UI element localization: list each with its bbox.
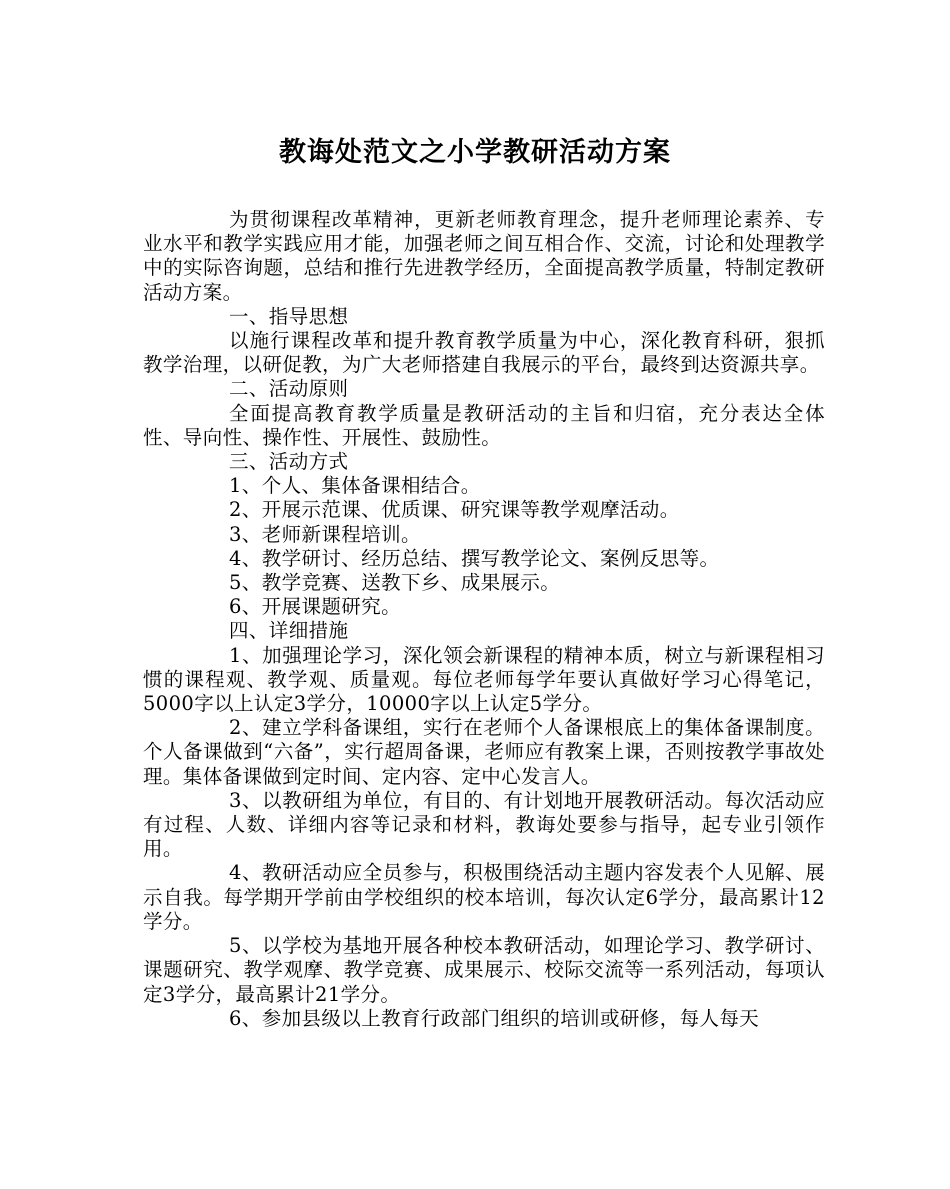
section-heading-measures: 四、详细措施 (229, 619, 349, 643)
document-body (143, 208, 825, 1031)
method-item-1: 1、个人、集体备课相结合。 (229, 474, 481, 498)
paragraph-principles: 全面提高教育教学质量是教研活动的主旨和归宿，充分表达全体性、导向性、操作性、开展性、鼓励性。 (143, 401, 825, 449)
method-item-6: 6、开展课题研究。 (229, 595, 402, 619)
method-item-3: 3、老师新课程培训。 (229, 522, 421, 546)
measure-item-4: 4、教研活动应全员参与，积极围绕活动主题内容发表个人见解、展示自我。每学期开学前由学校组织的校本培训，每次认定6学分，最高累计12学分。 (143, 861, 825, 933)
section-heading-guiding-ideology: 一、指导思想 (229, 304, 349, 328)
method-item-2: 2、开展示范课、优质课、研究课等教学观摩活动。 (229, 498, 680, 522)
method-item-4: 4、教学研讨、经历总结、撰写教学论文、案例反思等。 (229, 546, 720, 570)
section-heading-methods: 三、活动方式 (229, 450, 349, 474)
paragraph-guiding-ideology: 以施行课程改革和提升教育教学质量为中心，深化教育科研，狠抓教学治理，以研促教，为广大老师搭建自我展示的平台，最终到达资源共享。 (143, 329, 825, 377)
measure-item-5: 5、以学校为基地开展各种校本教研活动，如理论学习、教学研讨、课题研究、教学观摩、教学竞赛、成果展示、校际交流等一系列活动，每项认定3学分，最高累计21学分。 (143, 934, 825, 1006)
measure-item-3: 3、以教研组为单位，有目的、有计划地开展教研活动。每次活动应有过程、人数、详细内容等记录和材料，教诲处要参与指导，起专业引领作用。 (143, 788, 825, 861)
measure-item-1: 1、加强理论学习，深化领会新课程的精神本质，树立与新课程相习惯的课程观、教学观、质量观。每位老师每学年要认真做好学习心得笔记，5000字以上认定3学分，10000字以上认定5学分。 (143, 643, 825, 716)
measure-item-2: 2、建立学科备课组，实行在老师个人备课根底上的集体备课制度。个人备课做到“六备”，实行超周备课，老师应有教案上课，否则按教学事故处理。集体备课做到定时间、定内容、定中心发言人。 (143, 716, 825, 788)
intro-paragraph: 为贯彻课程改革精神，更新老师教育理念，提升老师理论素养、专业水平和教学实践应用才能，加强老师之间互相合作、交流，讨论和处理教学中的实际咨询题，总结和推行先进教学经历，全面提高教学质量，特制定教研活动方案。 (143, 208, 825, 304)
section-heading-principles: 二、活动原则 (229, 377, 349, 401)
method-item-5: 5、教学竞赛、送教下乡、成果展示。 (229, 571, 561, 595)
document-title: 教诲处范文之小学教研活动方案 (279, 137, 671, 168)
measure-item-6: 6、参加县级以上教育行政部门组织的培训或研修，每人每天 (229, 1006, 760, 1030)
